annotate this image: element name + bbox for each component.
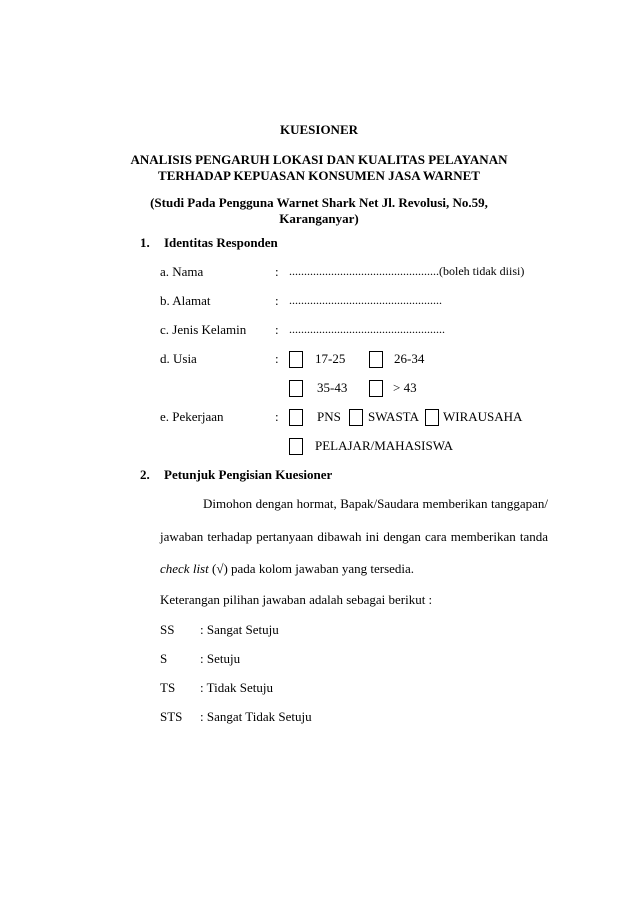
option-age-over-43: > 43: [393, 380, 417, 395]
legend-meaning-sts: : Sangat Tidak Setuju: [200, 709, 312, 724]
checkbox-job-pelajar[interactable]: [289, 438, 303, 455]
option-age-35-43: 35-43: [317, 380, 348, 395]
instruction-line-2: jawaban terhadap pertanyaan dibawah ini dengan cara memberikan tanda: [160, 529, 548, 544]
option-age-17-25: 17-25: [315, 351, 346, 366]
study-line-2: Karanganyar): [279, 211, 359, 226]
checkbox-age-35-43[interactable]: [289, 380, 303, 397]
section1-title: Identitas Responden: [164, 235, 278, 250]
field-colon: :: [275, 409, 279, 424]
field-colon: :: [275, 293, 279, 308]
field-colon: :: [275, 322, 279, 337]
document-title: KUESIONER: [279, 122, 359, 137]
instruction-line-3: [160, 561, 414, 577]
check-list-term: check list: [160, 561, 209, 576]
checkbox-age-17-25[interactable]: [289, 351, 303, 368]
section1-number: 1.: [140, 235, 150, 250]
section2-number: 2.: [140, 467, 150, 482]
field-colon: :: [275, 264, 279, 279]
field-label-jenis-kelamin: c. Jenis Kelamin: [160, 322, 247, 337]
option-job-pelajar: PELAJAR/MAHASISWA: [315, 438, 453, 453]
field-label-usia: d. Usia: [160, 351, 197, 366]
checkbox-age-over-43[interactable]: [369, 380, 383, 397]
field-value-jenis-kelamin[interactable]: ....................................................: [289, 322, 445, 336]
checkbox-job-wirausaha[interactable]: [425, 409, 439, 426]
field-label-pekerjaan: e. Pekerjaan: [160, 409, 224, 424]
subtitle-line-2: TERHADAP KEPUASAN KONSUMEN JASA WARNET: [158, 168, 480, 183]
subtitle-line-1: ANALISIS PENGARUH LOKASI DAN KUALITAS PELAYANAN: [130, 152, 508, 167]
legend-code-sts: STS: [160, 709, 183, 724]
legend-code-ss: SS: [160, 622, 175, 637]
legend-code-ts: TS: [160, 680, 176, 695]
option-job-wirausaha: WIRAUSAHA: [443, 409, 523, 424]
option-job-pns: PNS: [317, 409, 341, 424]
instruction-line-1: Dimohon dengan hormat, Bapak/Saudara memberikan tanggapan/: [203, 496, 548, 511]
option-age-26-34: 26-34: [394, 351, 425, 366]
field-value-nama[interactable]: ..................................................(boleh tidak diisi): [289, 264, 525, 278]
checkbox-job-swasta[interactable]: [349, 409, 363, 426]
legend-meaning-ss: : Sangat Setuju: [200, 622, 279, 637]
legend-code-s: S: [160, 651, 168, 666]
field-label-alamat: b. Alamat: [160, 293, 211, 308]
checkbox-age-26-34[interactable]: [369, 351, 383, 368]
field-label-nama: a. Nama: [160, 264, 204, 279]
field-value-alamat[interactable]: ...................................................: [289, 293, 442, 307]
study-line-1: (Studi Pada Pengguna Warnet Shark Net Jl. Revolusi, No.59,: [150, 195, 488, 210]
field-colon: :: [275, 351, 279, 366]
instruction-line-3-rest: (√) pada kolom jawaban yang tersedia.: [208, 561, 415, 576]
section2-title: Petunjuk Pengisian Kuesioner: [164, 467, 333, 482]
option-job-swasta: SWASTA: [368, 409, 419, 424]
legend-meaning-ts: : Tidak Setuju: [200, 680, 273, 695]
legend-intro: Keterangan pilihan jawaban adalah sebagai berikut :: [160, 592, 433, 607]
checkbox-job-pns[interactable]: [289, 409, 303, 426]
legend-meaning-s: : Setuju: [200, 651, 241, 666]
